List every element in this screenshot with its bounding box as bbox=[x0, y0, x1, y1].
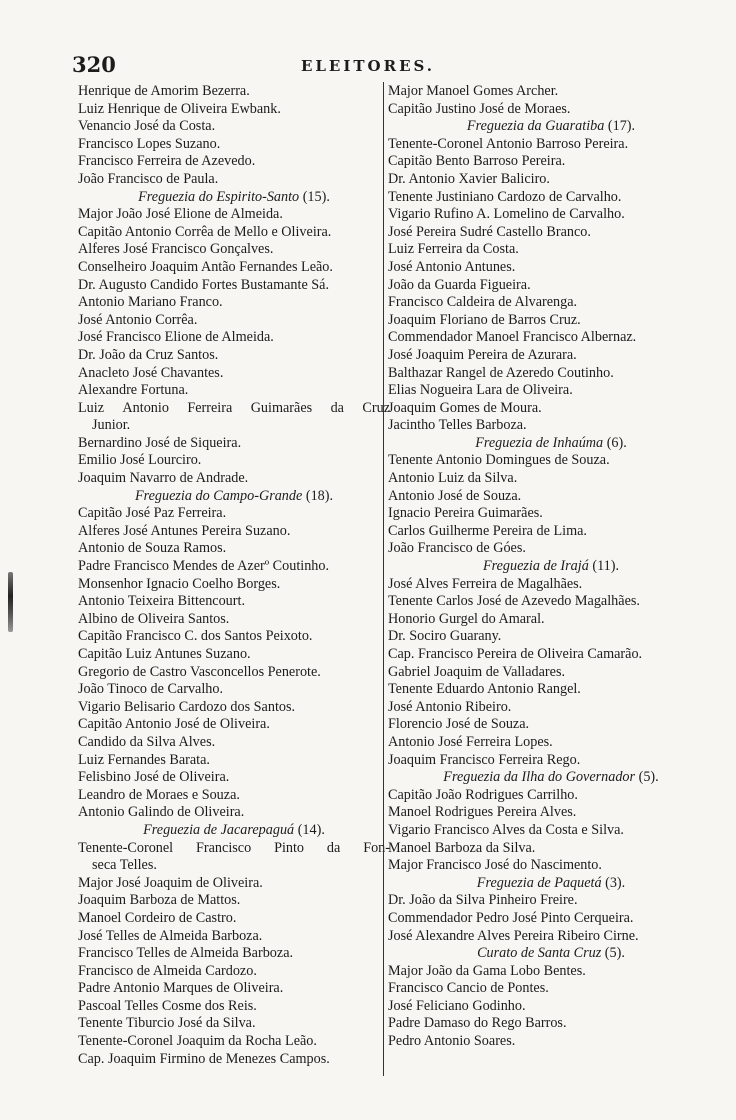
parish-heading bbox=[388, 875, 714, 893]
elector-name: Jacintho Telles Barboza. bbox=[388, 417, 527, 434]
running-head-title: ELEITORES. bbox=[300, 57, 436, 75]
elector-name: Elias Nogueira Lara de Oliveira. bbox=[388, 382, 573, 399]
elector-name: Francisco de Almeida Cardozo. bbox=[78, 962, 257, 979]
parish-elector-count: (17). bbox=[607, 118, 636, 135]
elector-name: José Feliciano Godinho. bbox=[388, 997, 526, 1014]
elector-name: José Antonio Corrêa. bbox=[78, 311, 198, 328]
elector-name: José Telles de Almeida Barboza. bbox=[78, 927, 263, 944]
elector-name: Joaquim Floriano de Barros Cruz. bbox=[388, 311, 581, 328]
elector-name: João Francisco de Paula. bbox=[78, 170, 219, 187]
elector-name: Felisbino José de Oliveira. bbox=[78, 769, 230, 786]
elector-name: Major José Joaquim de Oliveira. bbox=[78, 874, 263, 891]
elector-name: Manoel Barboza da Silva. bbox=[388, 839, 536, 856]
elector-name: Francisco Caldeira de Alvarenga. bbox=[388, 294, 578, 311]
elector-name: Capitão João Rodrigues Carrilho. bbox=[388, 786, 578, 803]
parish-heading bbox=[78, 488, 390, 506]
parish-elector-count: (15). bbox=[302, 188, 330, 205]
parish-heading bbox=[78, 189, 390, 207]
elector-name: Cap. Joaquim Firmino de Menezes Campos. bbox=[78, 1050, 330, 1067]
elector-name: Tenente Eduardo Antonio Rangel. bbox=[388, 681, 581, 698]
parish-heading-title: Freguezia de Jacarepaguá bbox=[143, 821, 295, 838]
parish-heading-title: Freguezia do Campo-Grande bbox=[134, 487, 303, 504]
elector-name: Vigario Rufino A. Lomelino de Carvalho. bbox=[388, 206, 625, 223]
parish-elector-count: (5). bbox=[604, 945, 625, 962]
elector-name: Venancio José da Costa. bbox=[78, 118, 216, 135]
elector-name: José Pereira Sudré Castello Branco. bbox=[388, 223, 591, 240]
elector-name: Henrique de Amorim Bezerra. bbox=[78, 83, 250, 99]
elector-name: Cap. Francisco Pereira de Oliveira Camarão. bbox=[388, 646, 643, 662]
elector-name: Padre Damaso do Rego Barros. bbox=[388, 1015, 567, 1032]
elector-name: Luiz Ferreira da Costa. bbox=[388, 241, 519, 258]
page-number: 320 bbox=[72, 52, 116, 77]
parish-heading-title: Freguezia da Guaratiba bbox=[466, 118, 605, 135]
parish-heading-title: Freguezia da Ilha do Governador bbox=[443, 769, 636, 786]
elector-name: Vigario Francisco Alves da Costa e Silva. bbox=[388, 821, 624, 838]
elector-name: João Francisco de Góes. bbox=[388, 540, 526, 557]
elector-name: Pascoal Telles Cosme dos Reis. bbox=[78, 997, 257, 1014]
parish-heading bbox=[388, 435, 714, 453]
parish-elector-count: (11). bbox=[592, 558, 620, 575]
parish-elector-count: (3). bbox=[605, 874, 626, 891]
elector-name: Capitão Antonio Corrêa de Mello e Oliveira. bbox=[78, 223, 332, 240]
elector-name: Capitão Antonio José de Oliveira. bbox=[78, 716, 270, 733]
elector-name-continuation: seca Telles. bbox=[92, 857, 157, 874]
elector-name: Dr. João da Cruz Santos. bbox=[78, 346, 219, 363]
column-divider bbox=[383, 82, 384, 1076]
elector-name: Honorio Gurgel do Amaral. bbox=[388, 610, 545, 627]
elector-name: Commendador Pedro José Pinto Cerqueira. bbox=[388, 909, 634, 926]
binding-mark bbox=[8, 572, 13, 632]
elector-name: Gabriel Joaquim de Valladares. bbox=[388, 663, 566, 680]
elector-name: Tenente-Coronel Joaquim da Rocha Leão. bbox=[78, 1033, 317, 1050]
elector-name: Capitão José Paz Ferreira. bbox=[78, 505, 227, 522]
elector-name: Francisco Ferreira de Azevedo. bbox=[78, 153, 256, 170]
elector-name: Capitão Bento Barroso Pereira. bbox=[388, 153, 566, 170]
parish-elector-count: (6). bbox=[606, 434, 627, 451]
left-column bbox=[78, 83, 390, 1068]
elector-name: Antonio José de Souza. bbox=[388, 487, 522, 504]
elector-name: Candido da Silva Alves. bbox=[78, 733, 216, 750]
elector-name: Capitão Francisco C. dos Santos Peixoto. bbox=[78, 628, 313, 645]
elector-name: Major João José Elione de Almeida. bbox=[78, 206, 283, 223]
elector-name: Antonio de Souza Ramos. bbox=[78, 540, 227, 557]
elector-name: José Alexandre Alves Pereira Ribeiro Cirne. bbox=[388, 927, 639, 944]
elector-name: Carlos Guilherme Pereira de Lima. bbox=[388, 522, 587, 539]
elector-name: Monsenhor Ignacio Coelho Borges. bbox=[78, 575, 281, 592]
elector-name: Florencio José de Souza. bbox=[388, 716, 530, 733]
elector-name: Major Manoel Gomes Archer. bbox=[388, 83, 559, 99]
parish-heading-title: Freguezia do Espirito-Santo bbox=[138, 188, 300, 205]
parish-heading bbox=[78, 822, 390, 840]
elector-name: Joaquim Francisco Ferreira Rego. bbox=[388, 751, 581, 768]
elector-name: Antonio Luiz da Silva. bbox=[388, 470, 518, 487]
elector-name-continuation: Junior. bbox=[92, 417, 131, 434]
elector-name: Dr. Augusto Candido Fortes Bustamante Sá. bbox=[78, 276, 330, 293]
elector-name: Alferes José Francisco Gonçalves. bbox=[78, 241, 274, 258]
elector-name: Vigario Belisario Cardozo dos Santos. bbox=[78, 698, 296, 715]
elector-name: Alexandre Fortuna. bbox=[78, 382, 189, 399]
elector-name: Antonio José Ferreira Lopes. bbox=[388, 733, 553, 750]
elector-name: Manoel Rodrigues Pereira Alves. bbox=[388, 804, 577, 821]
elector-name: Antonio Galindo de Oliveira. bbox=[78, 804, 245, 821]
elector-name: Luiz Henrique de Oliveira Ewbank. bbox=[78, 100, 281, 117]
elector-name: Dr. Antonio Xavier Baliciro. bbox=[388, 170, 550, 187]
elector-name: Gregorio de Castro Vasconcellos Penerote. bbox=[78, 663, 321, 680]
elector-name: Tenente Tiburcio José da Silva. bbox=[78, 1015, 256, 1032]
elector-name: Emilio José Lourciro. bbox=[78, 452, 202, 469]
elector-name: Tenente Justiniano Cardozo de Carvalho. bbox=[388, 188, 622, 205]
elector-name: José Antonio Antunes. bbox=[388, 258, 516, 275]
elector-name: Leandro de Moraes e Souza. bbox=[78, 786, 240, 803]
elector-name: Capitão Luiz Antunes Suzano. bbox=[78, 646, 251, 662]
parish-heading bbox=[388, 118, 714, 136]
elector-name: José Antonio Ribeiro. bbox=[388, 698, 512, 715]
running-header bbox=[0, 52, 736, 82]
elector-name: Joaquim Navarro de Andrade. bbox=[78, 470, 249, 487]
elector-name: Manoel Cordeiro de Castro. bbox=[78, 909, 237, 926]
elector-name: Francisco Lopes Suzano. bbox=[78, 135, 221, 152]
elector-name: Anacleto José Chavantes. bbox=[78, 364, 224, 381]
elector-name: Tenente-Coronel Francisco Pinto da Fon- bbox=[78, 839, 390, 856]
parish-heading bbox=[388, 558, 714, 576]
parish-heading bbox=[388, 769, 714, 787]
elector-name: Luiz Fernandes Barata. bbox=[78, 751, 210, 768]
parish-heading-title: Freguezia de Paquetá bbox=[476, 874, 602, 891]
elector-name: Major Francisco José do Nascimento. bbox=[388, 857, 602, 874]
elector-name: Bernardino José de Siqueira. bbox=[78, 434, 242, 451]
elector-name: Balthazar Rangel de Azeredo Coutinho. bbox=[388, 364, 614, 381]
elector-name: José Alves Ferreira de Magalhães. bbox=[388, 575, 583, 592]
elector-name: Pedro Antonio Soares. bbox=[388, 1033, 516, 1050]
elector-name: João da Guarda Figueira. bbox=[388, 276, 531, 293]
parish-heading bbox=[388, 945, 714, 963]
parish-heading-title: Freguezia de Inhaúma bbox=[475, 434, 604, 451]
elector-name: Antonio Mariano Franco. bbox=[78, 294, 223, 311]
elector-name: Conselheiro Joaquim Antão Fernandes Leão. bbox=[78, 258, 333, 275]
parish-heading-title: Curato de Santa Cruz bbox=[477, 945, 602, 962]
elector-name: Joaquim Barboza de Mattos. bbox=[78, 892, 241, 909]
elector-name: Joaquim Gomes de Moura. bbox=[388, 399, 542, 416]
elector-name: Dr. João da Silva Pinheiro Freire. bbox=[388, 892, 578, 909]
elector-name: Albino de Oliveira Santos. bbox=[78, 610, 230, 627]
elector-name: Ignacio Pereira Guimarães. bbox=[388, 505, 543, 522]
elector-name: Tenente Antonio Domingues de Souza. bbox=[388, 452, 610, 469]
elector-name: Capitão Justino José de Moraes. bbox=[388, 100, 571, 117]
elector-name: Padre Francisco Mendes de Azerº Coutinho. bbox=[78, 558, 330, 575]
parish-elector-count: (5). bbox=[638, 769, 659, 786]
elector-name: Commendador Manoel Francisco Albernaz. bbox=[388, 329, 637, 346]
elector-name: Alferes José Antunes Pereira Suzano. bbox=[78, 522, 291, 539]
elector-name: Francisco Telles de Almeida Barboza. bbox=[78, 945, 294, 962]
elector-name: Francisco Cancio de Pontes. bbox=[388, 980, 549, 997]
parish-heading-title: Freguezia de Irajá bbox=[482, 558, 589, 575]
elector-name: Luiz Antonio Ferreira Guimarães da Cruz bbox=[78, 399, 390, 416]
elector-name: José Francisco Elione de Almeida. bbox=[78, 329, 274, 346]
elector-name: Tenente Carlos José de Azevedo Magalhães. bbox=[388, 593, 640, 610]
elector-name: Major João da Gama Lobo Bentes. bbox=[388, 962, 586, 979]
right-column bbox=[388, 83, 714, 1051]
elector-name: Tenente-Coronel Antonio Barroso Pereira. bbox=[388, 135, 629, 152]
elector-name: José Joaquim Pereira de Azurara. bbox=[388, 346, 577, 363]
elector-name: Antonio Teixeira Bittencourt. bbox=[78, 593, 245, 610]
elector-name: João Tinoco de Carvalho. bbox=[78, 681, 224, 698]
parish-elector-count: (14). bbox=[297, 821, 325, 838]
elector-name: Padre Antonio Marques de Oliveira. bbox=[78, 980, 284, 997]
parish-elector-count: (18). bbox=[305, 487, 334, 504]
elector-name: Dr. Sociro Guarany. bbox=[388, 628, 502, 645]
